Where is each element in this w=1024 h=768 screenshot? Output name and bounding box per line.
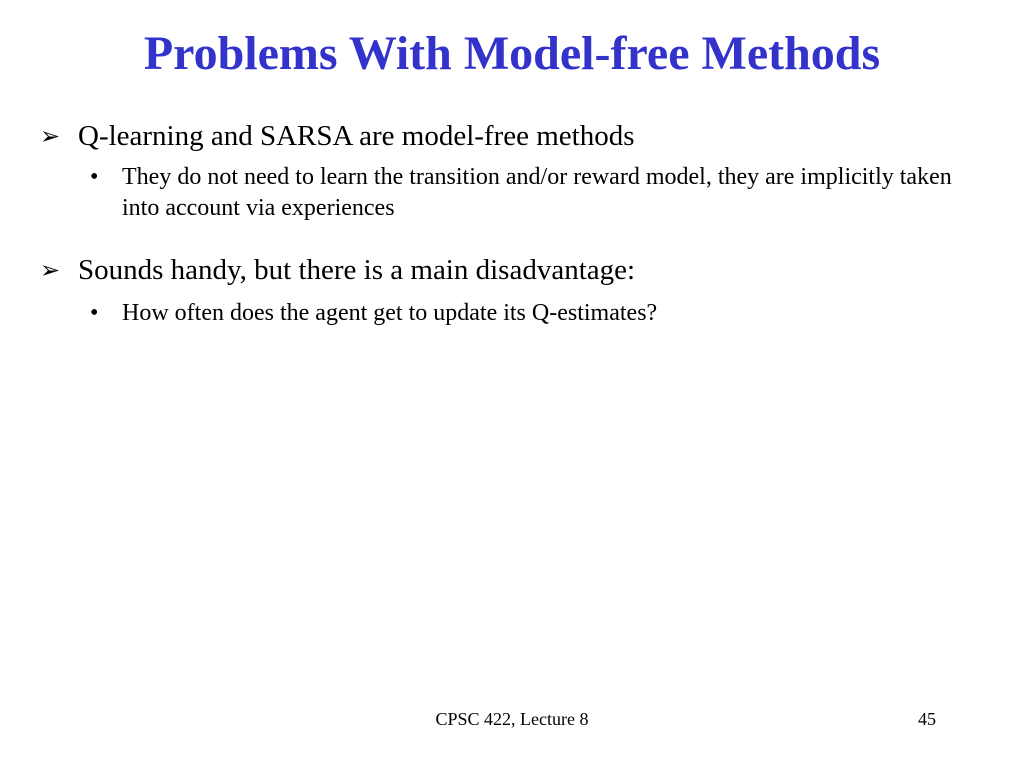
bullet-2-text: Sounds handy, but there is a main disadvantage: [78,254,636,286]
slide-content [40,114,980,329]
sub-bullet-1-1-text: They do not need to learn the transition and/or reward model, they are implicitly taken into account via experiences [122,164,952,221]
footer-course: CPSC 422, Lecture 8 [435,709,589,729]
dot-bullet-icon: • [90,300,99,326]
sub-bullet-2-1-text: How often does the agent get to update its Q-estimates? [122,300,658,326]
slide-title: Problems With Model-free Methods [143,27,881,80]
sub-bullet-2-1 [90,298,980,329]
bullet-2 [40,248,980,292]
bullet-1-text: Q-learning and SARSA are model-free methods [78,120,635,152]
bullet-1 [40,114,980,158]
arrow-bullet-icon: ➢ [40,258,61,284]
dot-bullet-icon: • [90,164,99,190]
arrow-bullet-icon: ➢ [40,124,61,150]
page-number: 45 [918,709,936,729]
sub-bullet-1-1 [90,162,980,224]
